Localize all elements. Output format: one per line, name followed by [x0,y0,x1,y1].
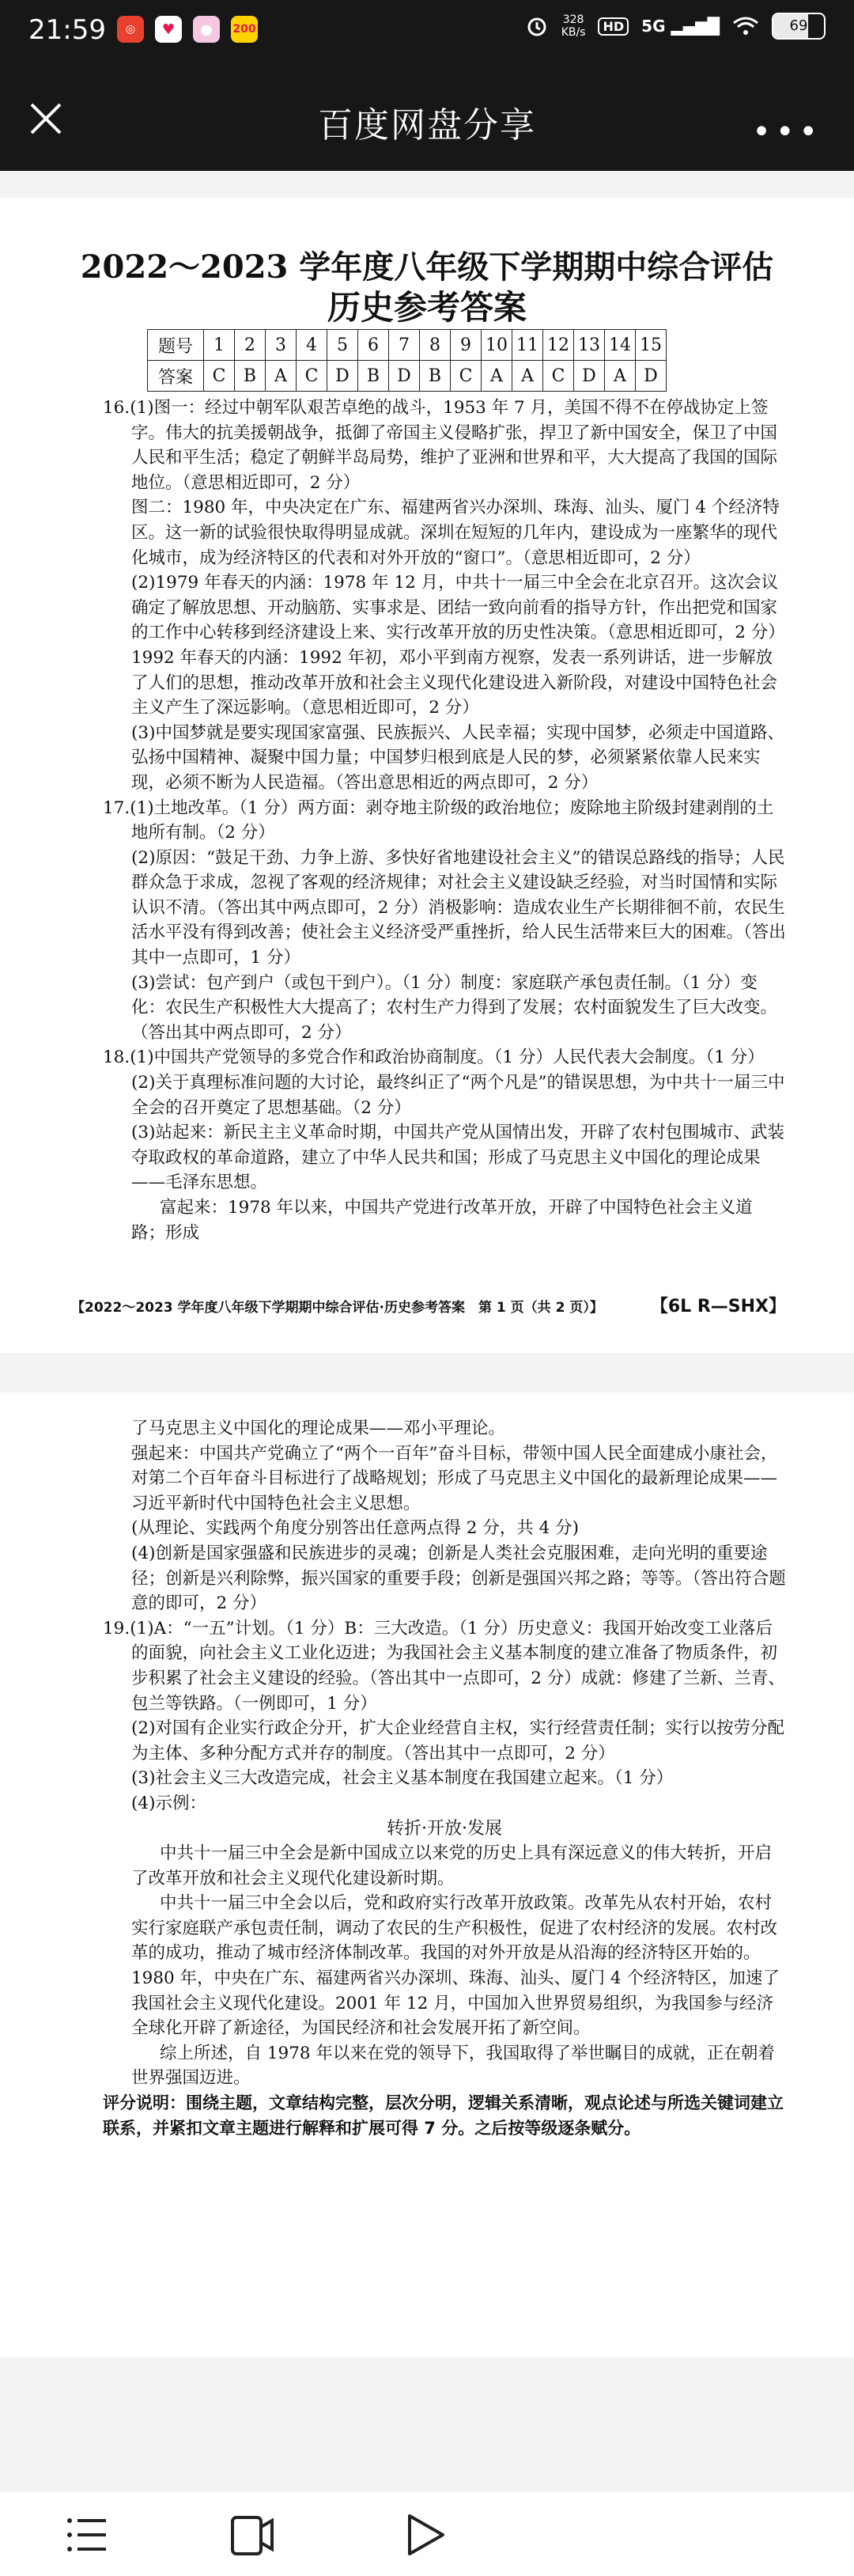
question-number: 11 [512,330,543,361]
more-icon[interactable]: ••• [752,114,822,150]
answer-paragraph: 富起来：1978 年以来，中国共产党进行改革开放，开辟了中国特色社会主义道路；形成 [131,1198,753,1243]
hd-icon: HD [598,17,629,36]
battery-icon [772,13,826,40]
table-header-number: 题号 [148,330,204,361]
answer-cell: C [543,361,574,392]
question-number: 15 [636,330,667,361]
table-header-answer: 答案 [148,361,204,392]
essay-paragraph: 中共十一届三中全会以后，党和政府实行改革开放政策。改革先从农村开始，农村实行家庭联产承包责任制，调动了农民的生产积极性，促进了农村经济的发展。农村改革的成功，推动了城市经济体制改革。我国的对外开放是从沿海的经济特区开始的。1980 年，中央在广东、福建两省兴办深圳、珠海、汕头、厦门 4 个经济特区，加速了我国社会主义现代化建设。2001 年 12 月，中国加入世界贸易组织，为我国参与经济全球化开辟了新途径，为国民经济和社会发展开拓了新空间。 [131,1893,780,2039]
paragraph-group [103,1416,786,1816]
answer-paragraph: (3)尝试：包产到户（或包干到户）。（1 分）制度：家庭联产承包责任制。（1 分）变化：农民生产积极性大大提高了；农村生产力得到了发展；农村面貌发生了巨大改变。（答出其中两点即可，2 分） [131,972,778,1043]
answer-content [103,396,786,1245]
heart-app-icon: ♥ [155,16,182,43]
answer-paragraph: (3)站起来：新民主主义革命时期，中国共产党从国情出发，开辟了农村包围城市、武装夺取政权的革命道路，建立了中华人民共和国；形成了马克思主义中国化的理论成果——毛泽东思想。 [131,1123,784,1193]
copy-icon[interactable] [226,2510,277,2560]
answer-cell: B [358,361,389,392]
wifi-icon [732,16,759,36]
answer-cell: C [204,361,235,392]
question-number: 9 [451,330,482,361]
app-red-icon: ◎ [117,16,144,43]
question-number: 7 [389,330,420,361]
net-speed-value: 328 [562,13,584,26]
question-number: 1 [204,330,235,361]
answer-paragraph: (4)示例： [131,1793,206,1813]
answer-paragraph: 强起来：中国共产党确立了“两个一百年”奋斗目标，带领中国人民全面建成小康社会，对第二个百年奋斗目标进行了战略规划；形成了马克思主义中国化的最新理论成果——习近平新时代中国特色社会主义思想。 [131,1443,778,1513]
answer-paragraph: (3)中国梦就是要实现国家富强、民族振兴、人民幸福；实现中国梦，必须走中国道路、弘扬中国精神、凝聚中国力量；中国梦归根到底是人民的梦，必须紧紧依靠人民来实现，必须不断为人民造福。（答出意思相近的两点即可，2 分） [131,722,784,793]
bunny-app-icon: ● [193,16,220,43]
battery-level: 69 [789,17,808,34]
answer-paragraph: 图二：1980 年，中央决定在广东、福建两省兴办深圳、珠海、汕头、厦门 4 个经济特区。这一新的试验很快取得明显成就。深圳在短短的几年内，建设成为一座繁华的现代化城市，成为经济特区的代表和对外开放的“窗口”。（意思相近即可，2 分） [131,498,780,568]
question-number: 14 [605,330,636,361]
document-page-2[interactable] [0,1392,854,2358]
essay-body [103,1841,786,2091]
answer-paragraph: (2)对国有企业实行政企分开，扩大企业经营自主权，实行经营责任制；实行以按劳分配为主体、多种分配方式并存的制度。（答出其中一点即可，2 分） [131,1718,784,1763]
answer-content-continued [103,1416,786,2141]
question-number: 8 [420,330,451,361]
answer-table [147,329,667,392]
footer-text: 【2022～2023 学年度八年级下学期期中综合评估·历史参考答案 第 1 页（共 2 页）】 [71,1300,603,1316]
answer-cell: A [482,361,512,392]
grading-note: 评分说明：围绕主题，文章结构完整，层次分明，逻辑关系清晰，观点论述与所选关键词建立联系，并紧扣文章主题进行解释和扩展可得 7 分。之后按等级逐条赋分。 [103,2093,784,2138]
answer-cell: C [451,361,482,392]
title-bar [0,65,854,171]
answer-paragraph: (3)社会主义三大改造完成，社会主义基本制度在我国建立起来。（1 分） [131,1768,674,1789]
answer-paragraph: (2)关于真理标准问题的大讨论，最终纠正了“两个凡是”的错误思想，为中共十一届三中全会的召开奠定了思想基础。（2 分） [131,1073,785,1118]
footer-code: 【6L R—SHX】 [650,1297,786,1316]
answer-paragraph: 17.(1)土地改革。（1 分）两方面：剥夺地主阶级的政治地位；废除地主阶级封建剥削的土地所有制。（2 分） [103,797,774,843]
signal-icon: 5G ▂▄▆█ [641,17,720,36]
answer-paragraph: (4)创新是国家强盛和民族进步的灵魂；创新是人类社会克服困难，走向光明的重要途径；创新是兴利除弊，振兴国家的重要手段；创新是强国兴邦之路；等等。（答出符合题意的即可，2 分） [131,1543,786,1614]
essay-paragraph: 综上所述，自 1978 年以来在党的领导下，我国取得了举世瞩目的成就，正在朝着世界强国迈进。 [131,2043,775,2089]
answer-cell: C [297,361,327,392]
question-number: 12 [543,330,574,361]
question-number: 10 [482,330,512,361]
answer-cell: A [512,361,543,392]
bottom-toolbar [0,2492,854,2576]
page-footer [71,1296,786,1316]
question-number: 13 [574,330,605,361]
answer-cell: D [389,361,420,392]
question-number: 4 [297,330,327,361]
system-indicators [525,13,826,40]
net-speed-unit: KB/s [561,26,586,39]
coupon-app-icon: 200 [231,16,258,43]
answer-paragraph: 1992 年春天的内涵：1992 年初，邓小平到南方视察，发表一系列讲话，进一步解放了人们的思想，推动改革开放和社会主义现代化建设进入新阶段，对建设中国特色社会主义产生了深远影响。（意思相近即可，2 分） [131,647,778,718]
answer-paragraph: 16.(1)图一：经过中朝军队艰苦卓绝的战斗，1953 年 7 月，美国不得不在停战协定上签字。伟大的抗美援朝战争，抵御了帝国主义侵略扩张，捍卫了新中国安全，保卫了中国人民和平生活；稳定了朝鲜半岛局势，维护了亚洲和世界和平，大大提高了我国的国际地位。（意思相近即可，2 分） [103,398,778,493]
play-icon[interactable] [399,2510,449,2560]
status-bar [0,0,854,65]
network-speed [561,13,586,39]
answer-paragraph: 了马克思主义中国化的理论成果——邓小平理论。 [131,1419,506,1438]
document-subtitle: 历史参考答案 [327,288,527,327]
question-number: 5 [327,330,358,361]
clock: 21:59 [28,14,106,46]
notification-icons [117,16,258,43]
answer-cell: D [327,361,358,392]
answer-paragraph: (2)原因：“鼓足干劲、力争上游、多快好省地建设社会主义”的错误总路线的指导；人民群众急于求成，忽视了客观的经济规律；对社会主义建设缺乏经验，对当时国情和实际认识不清。（答出其中两点即可，2 分）消极影响：造成农业生产长期徘徊不前，农民生活水平没有得到改善；使社会主义经济受严重挫折，给人民生活带来巨大的困难。（答出其中一点即可，1 分） [131,847,786,968]
alarm-icon [525,14,549,38]
answer-cell: D [574,361,605,392]
answer-cell: D [636,361,667,392]
page-title: 百度网盘分享 [318,105,536,146]
question-number: 6 [358,330,389,361]
signal-label: 5G [641,17,666,36]
answer-paragraph: (2)1979 年春天的内涵：1978 年 12 月，中共十一届三中全会在北京召开。这次会议确定了解放思想、开动脑筋、实事求是、团结一致向前看的指导方针，作出把党和国家的工作中心转移到经济建设上来、实行改革开放的历史性决策。（意思相近即可，2 分） [131,573,785,643]
answer-paragraph: (从理论、实践两个角度分别答出任意两点得 2 分，共 4 分) [131,1518,579,1539]
essay-title: 转折·开放·发展 [387,1818,502,1839]
answer-paragraph: 18.(1)中国共产党领导的多党合作和政治协商制度。（1 分）人民代表大会制度。（1 分） [103,1047,765,1068]
answer-cell: B [235,361,266,392]
list-icon[interactable] [62,2510,112,2560]
document-title: 2022～2023 学年度八年级下学期期中综合评估 [80,248,774,286]
essay-paragraph: 中共十一届三中全会是新中国成立以来党的历史上具有深远意义的伟大转折，开启了改革开放和社会主义现代化建设新时期。 [131,1843,773,1888]
question-number: 2 [235,330,266,361]
answer-cell: A [266,361,297,392]
answer-cell: A [605,361,636,392]
answer-cell: B [420,361,451,392]
question-number: 3 [266,330,297,361]
answer-paragraph: 19.(1)A：“一五”计划。（1 分）B：三大改造。（1 分）历史意义：我国开始改变工业落后的面貌，向社会主义工业化迈进；为我国社会主义基本制度的建立准备了物质条件，初步积累了社会主义建设的经验。（答出其中一点即可，2 分）成就：修建了兰新、兰青、包兰等铁路。（一例即可，1 分） [103,1618,785,1714]
document-page-1[interactable] [0,198,854,1353]
